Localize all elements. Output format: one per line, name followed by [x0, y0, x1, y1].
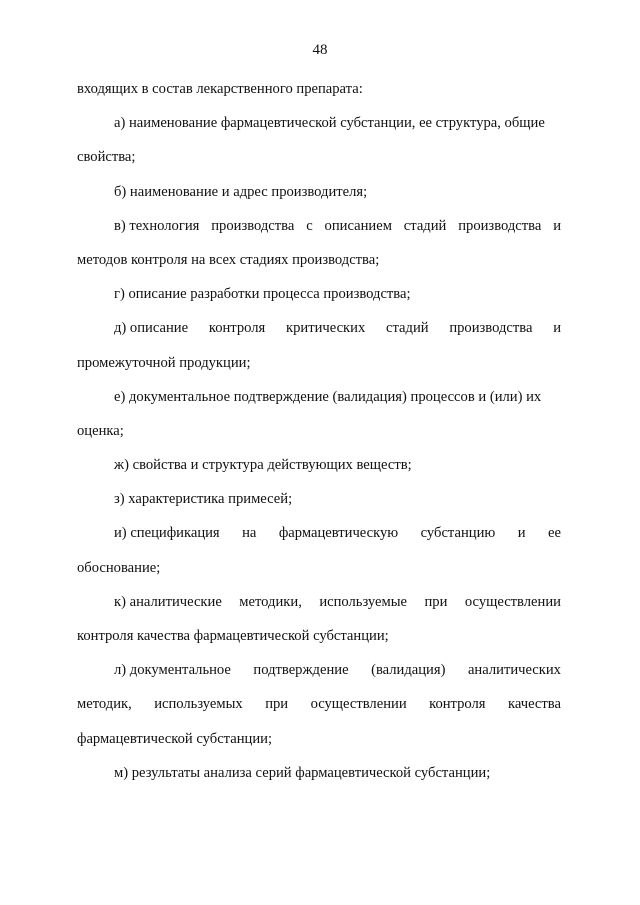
- text-line: е) документальное подтверждение (валидация) процессов и (или) их: [114, 388, 542, 405]
- text-line: обоснование;: [77, 559, 161, 576]
- text-line: м) результаты анализа серий фармацевтической субстанции;: [114, 764, 491, 781]
- text-line: а) наименование фармацевтической субстанции, ее структура, общие: [114, 115, 545, 132]
- text-line: методов контроля на всех стадиях производства;: [77, 251, 380, 268]
- text-line: з) характеристика примесей;: [114, 491, 293, 508]
- text-line: л) документальное подтверждение (валидация) аналитических: [114, 662, 561, 679]
- text-line: методик, используемых при осуществлении контроля качества: [77, 696, 561, 713]
- page-number: 48: [312, 42, 328, 58]
- text-line: д) описание контроля критических стадий производства и: [114, 320, 561, 337]
- text-line: ж) свойства и структура действующих веществ;: [114, 457, 412, 474]
- text-line: в) технология производства с описанием стадий производства и: [114, 217, 561, 234]
- text-line: фармацевтической субстанции;: [77, 730, 273, 747]
- text-line: контроля качества фармацевтической субстанции;: [77, 628, 389, 644]
- text-line: входящих в состав лекарственного препарата:: [77, 81, 363, 97]
- text-line: промежуточной продукции;: [77, 354, 251, 371]
- text-line: к) аналитические методики, используемые при осуществлении: [114, 593, 561, 610]
- text-line: и) спецификация на фармацевтическую субстанцию и ее: [114, 525, 561, 542]
- text-line: б) наименование и адрес производителя;: [114, 183, 368, 200]
- text-line: свойства;: [77, 149, 136, 166]
- text-line: г) описание разработки процесса производства;: [114, 286, 411, 303]
- text-line: оценка;: [77, 422, 124, 439]
- body-text: [77, 78, 561, 796]
